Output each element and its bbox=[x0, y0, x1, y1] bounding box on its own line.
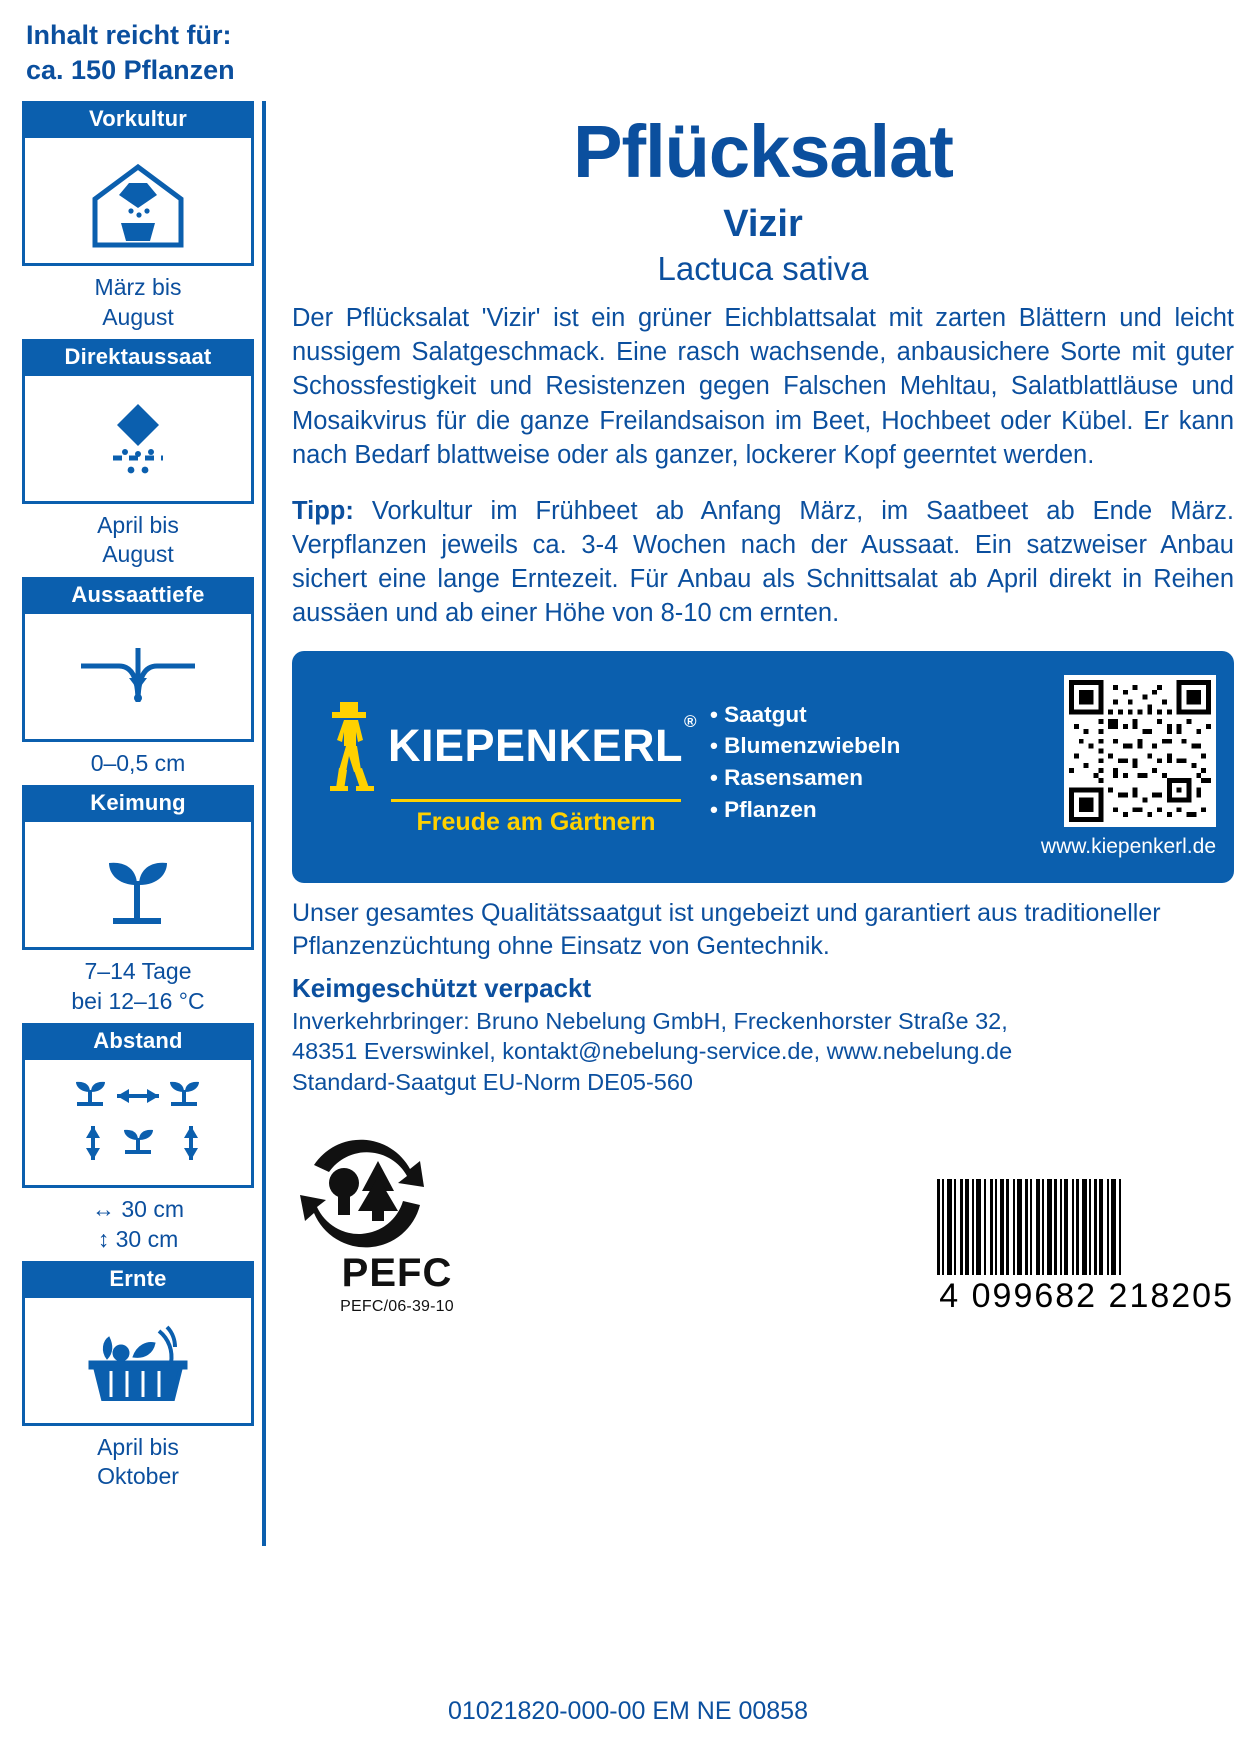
brand-rule bbox=[391, 799, 681, 802]
info-block-keimung bbox=[22, 785, 254, 1016]
footer-code: 01021820-000-00 EM NE 00858 bbox=[448, 1697, 808, 1725]
quality-statement: Unser gesamtes Qualitätssaatgut ist ungebeizt und garantiert aus traditioneller Pflanzenzüchtung ohne Einsatz von Gentechnik. bbox=[292, 898, 1161, 960]
content-amount-label: Inhalt reicht für: bbox=[26, 20, 232, 50]
pefc-code: PEFC/06-39-10 bbox=[340, 1298, 454, 1316]
distributor-info: Inverkehrbringer: Bruno Nebelung GmbH, Freckenhorster Straße 32, 48351 Everswinkel, kontakt@nebelung-service.de, www.nebelung.de Standard-Saatgut EU-Norm DE05-560 bbox=[292, 1007, 1013, 1095]
growing-tip bbox=[292, 494, 1234, 631]
info-block-caption: März bis August bbox=[94, 274, 182, 330]
info-block-title: Direktaussaat bbox=[22, 339, 254, 376]
assortment-item: • Rasensamen bbox=[710, 765, 863, 791]
plant-spacing-icon bbox=[22, 1060, 254, 1188]
brand-name: KIEPENKERL® bbox=[387, 712, 698, 771]
info-block-ernte bbox=[22, 1261, 254, 1492]
product-info-column bbox=[292, 101, 1234, 1661]
vertical-divider bbox=[262, 101, 266, 1546]
pefc-label: PEFC bbox=[341, 1251, 453, 1296]
brand-logo-block bbox=[310, 665, 710, 869]
tip-text: Vorkultur im Frühbeet ab Anfang März, im Saatbeet ab Ende März. Verpflanzen jeweils ca. 3-4 Wochen nach der Aussaat. Ein satzweiser Anbau sichert eine lange Erntezeit. Für Anbau als Schnittsalat ab April direkt in Reihen aussäen und ab einer Höhe von 8-10 cm ernten. bbox=[292, 496, 1234, 628]
page-title: Pflücksalat bbox=[573, 110, 953, 194]
info-block-caption: 7–14 Tage bei 12–16 °C bbox=[71, 958, 205, 1014]
assortment-item: • Pflanzen bbox=[710, 797, 817, 823]
assortment-item: • Blumenzwiebeln bbox=[710, 733, 901, 759]
brand-panel bbox=[292, 651, 1234, 883]
barcode-block bbox=[937, 1179, 1234, 1316]
sowing-depth-icon bbox=[22, 614, 254, 742]
variety-name: Vizir bbox=[723, 203, 803, 246]
brand-url[interactable]: www.kiepenkerl.de bbox=[1040, 834, 1216, 858]
info-block-title: Vorkultur bbox=[22, 101, 254, 138]
assortment-item: • Saatgut bbox=[710, 701, 807, 727]
direct-sowing-icon bbox=[22, 376, 254, 504]
germination-seedling-icon bbox=[22, 822, 254, 950]
pefc-logo-icon bbox=[292, 1131, 442, 1249]
latin-name: Lactuca sativa bbox=[657, 250, 869, 288]
pefc-certification bbox=[292, 1131, 502, 1316]
qr-code[interactable] bbox=[1064, 675, 1216, 827]
info-block-aussaattiefe bbox=[22, 577, 254, 778]
info-block-abstand bbox=[22, 1023, 254, 1254]
info-block-caption: ↔ 30 cm ↕ 30 cm bbox=[91, 1196, 185, 1252]
info-block-vorkultur bbox=[22, 101, 254, 332]
info-block-title: Abstand bbox=[22, 1023, 254, 1060]
info-block-caption: April bis August bbox=[97, 511, 179, 568]
info-block-caption: April bis Oktober bbox=[97, 1434, 179, 1490]
certification-barcode-row bbox=[292, 1131, 1234, 1316]
greenhouse-sowing-icon bbox=[22, 138, 254, 266]
content-amount bbox=[26, 18, 1234, 87]
barcode-digits: 4 099682 218205 bbox=[939, 1277, 1234, 1316]
germ-protected-label: Keimgeschützt verpackt bbox=[292, 972, 592, 1003]
info-block-direktaussaat bbox=[22, 339, 254, 570]
content-amount-value: ca. 150 Pflanzen bbox=[26, 54, 235, 85]
kiepenkerl-walking-man-icon bbox=[324, 700, 378, 792]
brand-qr-block bbox=[920, 665, 1216, 869]
tip-label: Tipp: bbox=[292, 496, 354, 525]
info-block-title: Keimung bbox=[22, 785, 254, 822]
info-block-caption: 0–0,5 cm bbox=[90, 749, 186, 776]
harvest-crate-icon bbox=[22, 1298, 254, 1426]
barcode-bars bbox=[937, 1179, 1234, 1275]
brand-slogan: Freude am Gärtnern bbox=[416, 808, 656, 836]
brand-assortment-list bbox=[710, 665, 920, 869]
product-description: Der Pflücksalat 'Vizir' ist ein grüner Eichblattsalat mit zarten Blättern und leicht nussigem Salatgeschmack. Eine rasch wachsende, anbausichere Sorte mit guter Schossfestigkeit und Resistenzen gegen Falschen Mehltau, Salatblattläuse und Mosaikvirus für die ganze Freilandsaison im Beet, Hochbeet oder Kübel. Er kann nach Bedarf blattweise oder als ganzer, lockerer Kopf geerntet werden. bbox=[292, 304, 1234, 469]
info-block-title: Aussaattiefe bbox=[22, 577, 254, 614]
cultivation-info-column bbox=[22, 101, 254, 1661]
info-block-title: Ernte bbox=[22, 1261, 254, 1298]
